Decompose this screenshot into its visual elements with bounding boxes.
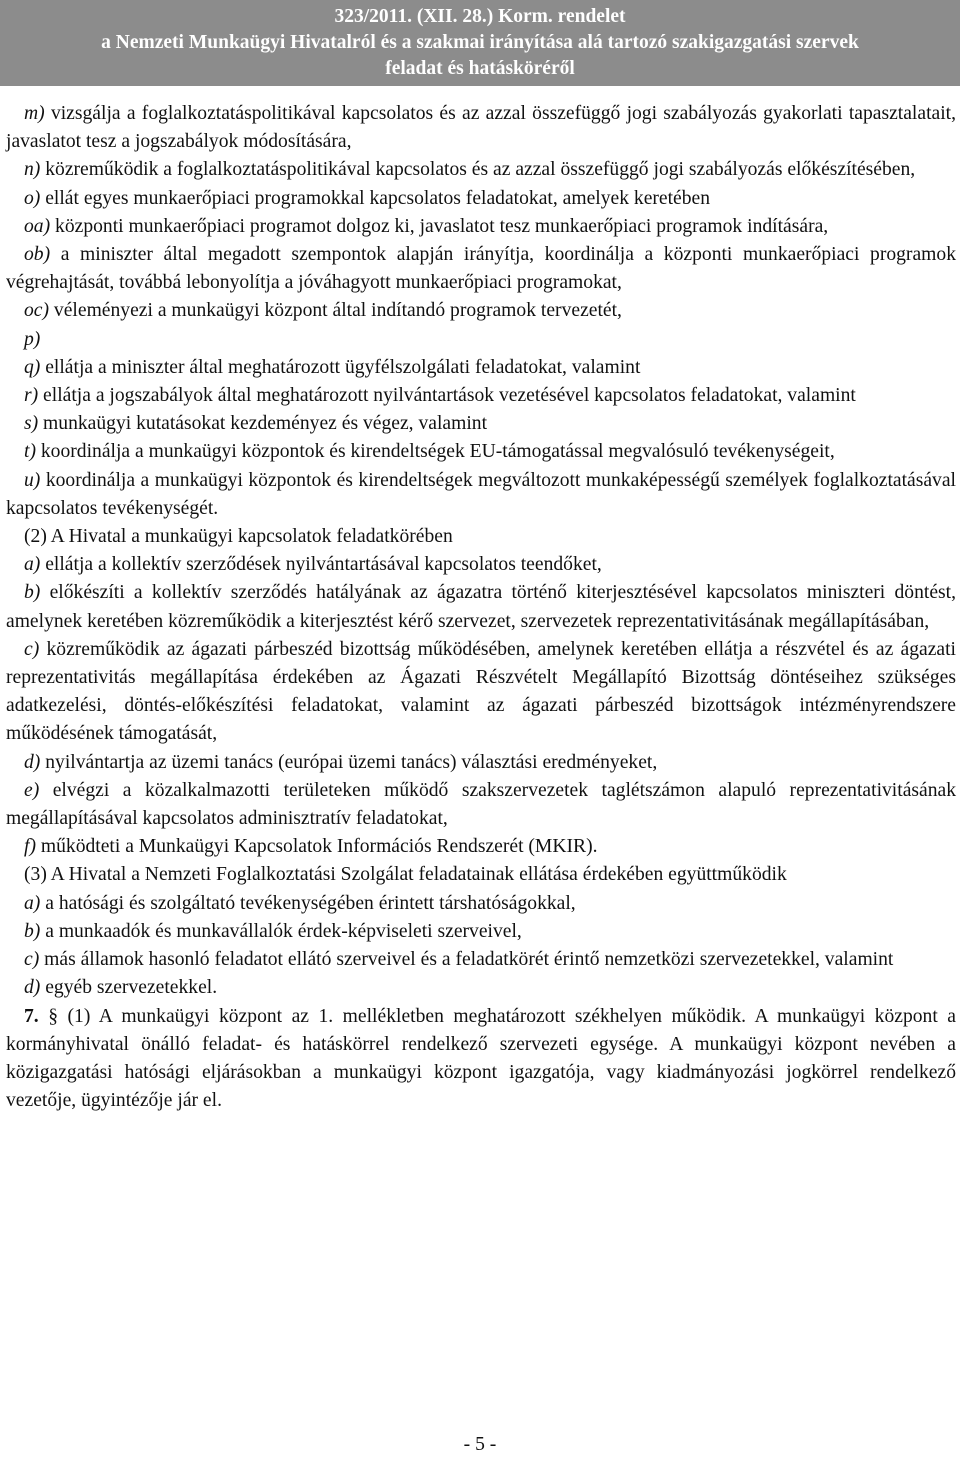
- paragraph-2e: e) elvégzi a közalkalmazotti területeken működő szakszervezetek taglétszámon alapuló reprezentativitásának megállapításával kapcsolatos adminisztratív feladatokat,: [6, 779, 956, 830]
- paragraph-r: r) ellátja a jogszabályok által meghatározott nyilvántartások vezetésével kapcsolatos feladatokat, valamint: [24, 385, 856, 407]
- paragraph-o: o) ellát egyes munkaerőpiaci programokkal kapcsolatos feladatokat, amelyek keretében: [24, 187, 711, 209]
- paragraph-oa: oa) központi munkaerőpiaci programot dolgoz ki, javaslatot tesz munkaerőpiaci programok indítására,: [24, 215, 829, 237]
- paragraph-3a: a) a hatósági és szolgáltató tevékenységében érintett társhatóságokkal,: [24, 892, 576, 914]
- paragraph-2a: a) ellátja a kollektív szerződések nyilvántartásával kapcsolatos teendőket,: [24, 554, 602, 576]
- paragraph-q: q) ellátja a miniszter által meghatározott ügyfélszolgálati feladatokat, valamint: [24, 356, 641, 378]
- header-subtitle: a Nemzeti Munkaügyi Hivatalról és a szakmai irányítása alá tartozó szakigazgatási szervek: [101, 32, 859, 53]
- paragraph-m: m) vizsgálja a foglalkoztatáspolitikával kapcsolatos és az azzal összefüggő jogi szabályozás gyakorlati tapasztalatait, javaslatot tesz a jogszabályok módosítására,: [6, 103, 956, 153]
- paragraph-2f: f) működteti a Munkaügyi Kapcsolatok Információs Rendszerét (MKIR).: [24, 836, 598, 858]
- paragraph-3b: b) a munkaadók és munkavállalók érdek-képviseleti szerveivel,: [24, 920, 522, 942]
- document-body: [6, 100, 956, 1115]
- paragraph-2d: d) nyilvántartja az üzemi tanács (európai üzemi tanács) választási eredményeket,: [24, 751, 658, 773]
- section-number: 7.: [24, 1005, 39, 1027]
- paragraph-oc: oc) véleményezi a munkaügyi központ által indítandó programok tervezetét,: [24, 300, 622, 322]
- paragraph-p: p): [24, 328, 41, 350]
- paragraph-t: t) koordinálja a munkaügyi központok és kirendeltségek EU-támogatással megvalósuló tevékenységeit,: [24, 441, 835, 463]
- paragraph-ob: ob) a miniszter által megadott szempontok alapján irányítja, koordinálja a központi munkaerőpiaci programok végrehajtását, továbbá lebonyolítja a jóváhagyott munkaerőpiaci programokat,: [6, 244, 956, 294]
- paragraph-3c: c) más államok hasonló feladatot ellátó szerveivel és a feladatkörét érintő nemzetközi szervezetekkel, valamint: [24, 949, 894, 971]
- document-header: [0, 0, 960, 86]
- paragraph-u: u) koordinálja a munkaügyi központok és kirendeltségek megváltozott munkaképességű személyek foglalkoztatásával kapcsolatos tevékenységét.: [6, 469, 956, 519]
- header-title: 323/2011. (XII. 28.) Korm. rendelet: [334, 6, 626, 27]
- paragraph-n: n) közreműködik a foglalkoztatáspolitikával kapcsolatos és az azzal összefüggő jogi szabályozás előkészítésében,: [24, 159, 916, 181]
- subsection-2: (2) A Hivatal a munkaügyi kapcsolatok feladatkörében: [24, 526, 453, 548]
- header-subtitle-2: feladat és hatásköréről: [385, 58, 575, 79]
- paragraph-2c: c) közreműködik az ágazati párbeszéd bizottság működésében, amelynek keretében ellátja a részvétel és az ágazati reprezentativitás megállapítása érdekében az Ágazati Részvételt Megállapító Bizottság döntéseihez szükséges adatkezelési, döntés-előkészítési feladatokat, valamint az ágazati párbeszéd bizottságok intézményrendszere működésének támogatását,: [6, 638, 956, 745]
- paragraph-s: s) munkaügyi kutatásokat kezdeményez és végez, valamint: [24, 413, 488, 435]
- section-7-text: (1) A munkaügyi központ az 1. mellékletben meghatározott székhelyen működik. A munkaügyi központ a kormányhivatal önálló feladat- és hatáskörrel rendelkező szervezeti egysége. A munkaügyi központ nevében a közigazgatási hatósági eljárásokban a munkaügyi központ igazgatója, vagy kiadmányozási jogkörrel rendelkező vezetője, ügyintézője jár el.: [6, 1005, 956, 1112]
- subsection-3: (3) A Hivatal a Nemzeti Foglalkoztatási Szolgálat feladatainak ellátása érdekében együttműködik: [24, 864, 787, 886]
- page-number: - 5 -: [463, 1434, 497, 1455]
- section-7: [6, 1003, 956, 1116]
- paragraph-3d: d) egyéb szervezetekkel.: [24, 977, 218, 999]
- paragraph-2b: b) előkészíti a kollektív szerződés hatályának az ágazatra történő kiterjesztésével kapcsolatos miniszteri döntést, amelynek keretében közreműködik a kiterjesztést kérő szervezet, szervezetek reprezentativitásának megállapításában,: [6, 582, 956, 632]
- section-symbol: §: [48, 1005, 58, 1027]
